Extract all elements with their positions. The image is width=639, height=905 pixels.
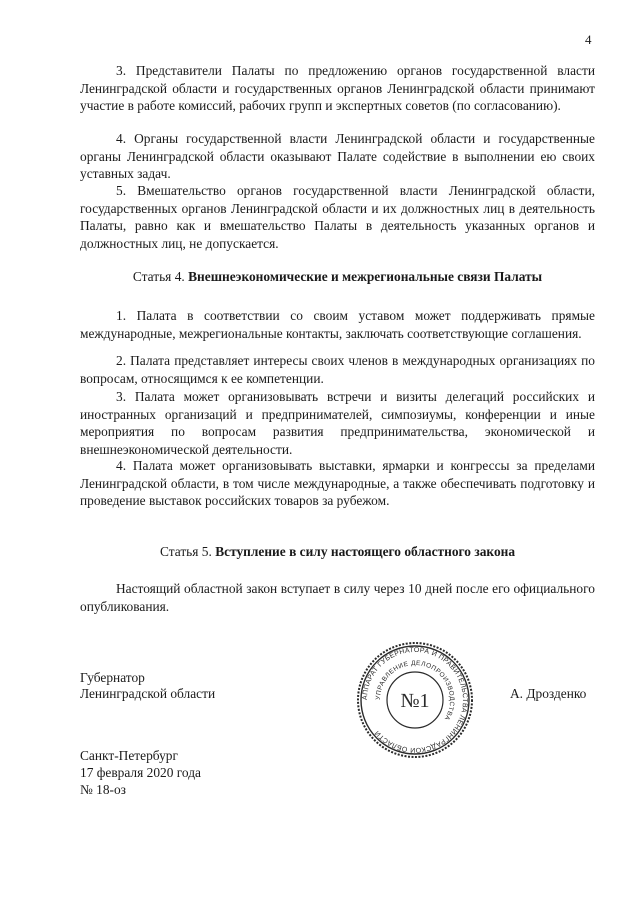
article-4-heading: [80, 268, 595, 286]
article-5-title: Вступление в силу настоящего областного закона: [215, 544, 516, 559]
stamp-inner-text: УПРАВЛЕНИЕ ДЕЛОПРОИЗВОДСТВА: [374, 659, 456, 722]
section-paragraph-3: 3. Представители Палаты по предложению органов государственной власти Ленинградской области и государственных органов Ленинградской области принимают участие в работе комиссий, рабочих групп и экспертных советов (по согласованию).: [80, 63, 595, 114]
section-paragraph-4: 4. Органы государственной власти Ленинградской области и государственные органы Ленинградской области оказывают Палате содействие в выполнении ею своих уставных задач.: [80, 131, 595, 182]
article-4-paragraph-3: 3. Палата может организовывать встречи и визиты делегаций российских и иностранных организаций и предпринимателей, симпозиумы, конференции и иные мероприятия по вопросам развития предпринимательства, экономической и внешнеэкономической деятельности.: [80, 389, 595, 457]
signatory-title-line-2: Ленинградской области: [80, 686, 216, 701]
section-paragraph-5: 5. Вмешательство органов государственной власти Ленинградской области, государственных органов Ленинградской области и их должностных лиц в деятельность Палаты, равно как и вмешательство Палаты в деятельность указанных органов и должностных лиц, не допускается.: [80, 183, 595, 251]
signatory-name: А. Дрозденко: [510, 686, 587, 701]
footer-law-number: № 18-оз: [80, 782, 126, 797]
article-4-paragraph-2: 2. Палата представляет интересы своих членов в международных организациях по вопросам, относящимся к ее компетенции.: [80, 353, 595, 386]
stamp-outer-text: АППАРАТ ГУБЕРНАТОРА И ПРАВИТЕЛЬСТВА ЛЕНИНГРАДСКОЙ ОБЛАСТИ: [361, 646, 469, 754]
signatory-title-line-1: Губернатор: [80, 670, 145, 685]
article-4-prefix: Статья 4.: [132, 269, 185, 284]
footer-date: 17 февраля 2020 года: [80, 765, 201, 780]
footer-city: Санкт-Петербург: [80, 748, 178, 763]
stamp-number: №1: [400, 690, 430, 712]
article-4-title: Внешнеэкономические и межрегиональные связи Палаты: [188, 269, 543, 284]
official-stamp: [355, 640, 475, 760]
article-5-heading: [80, 543, 595, 561]
article-4-paragraph-1: 1. Палата в соответствии со своим уставом может поддерживать прямые международные, межрегиональные контакты, заключать соответствующие соглашения.: [80, 308, 595, 341]
page-number: 4: [585, 32, 592, 47]
article-5-prefix: Статья 5.: [159, 544, 212, 559]
article-4-paragraph-4: 4. Палата может организовывать выставки, ярмарки и конгрессы за пределами Ленинградской области, в том числе международные, а также обеспечивать подготовку и проведение выставок российских товаров за рубежом.: [80, 458, 595, 509]
article-5-paragraph-1: Настоящий областной закон вступает в силу через 10 дней после его официального опубликования.: [80, 581, 595, 614]
